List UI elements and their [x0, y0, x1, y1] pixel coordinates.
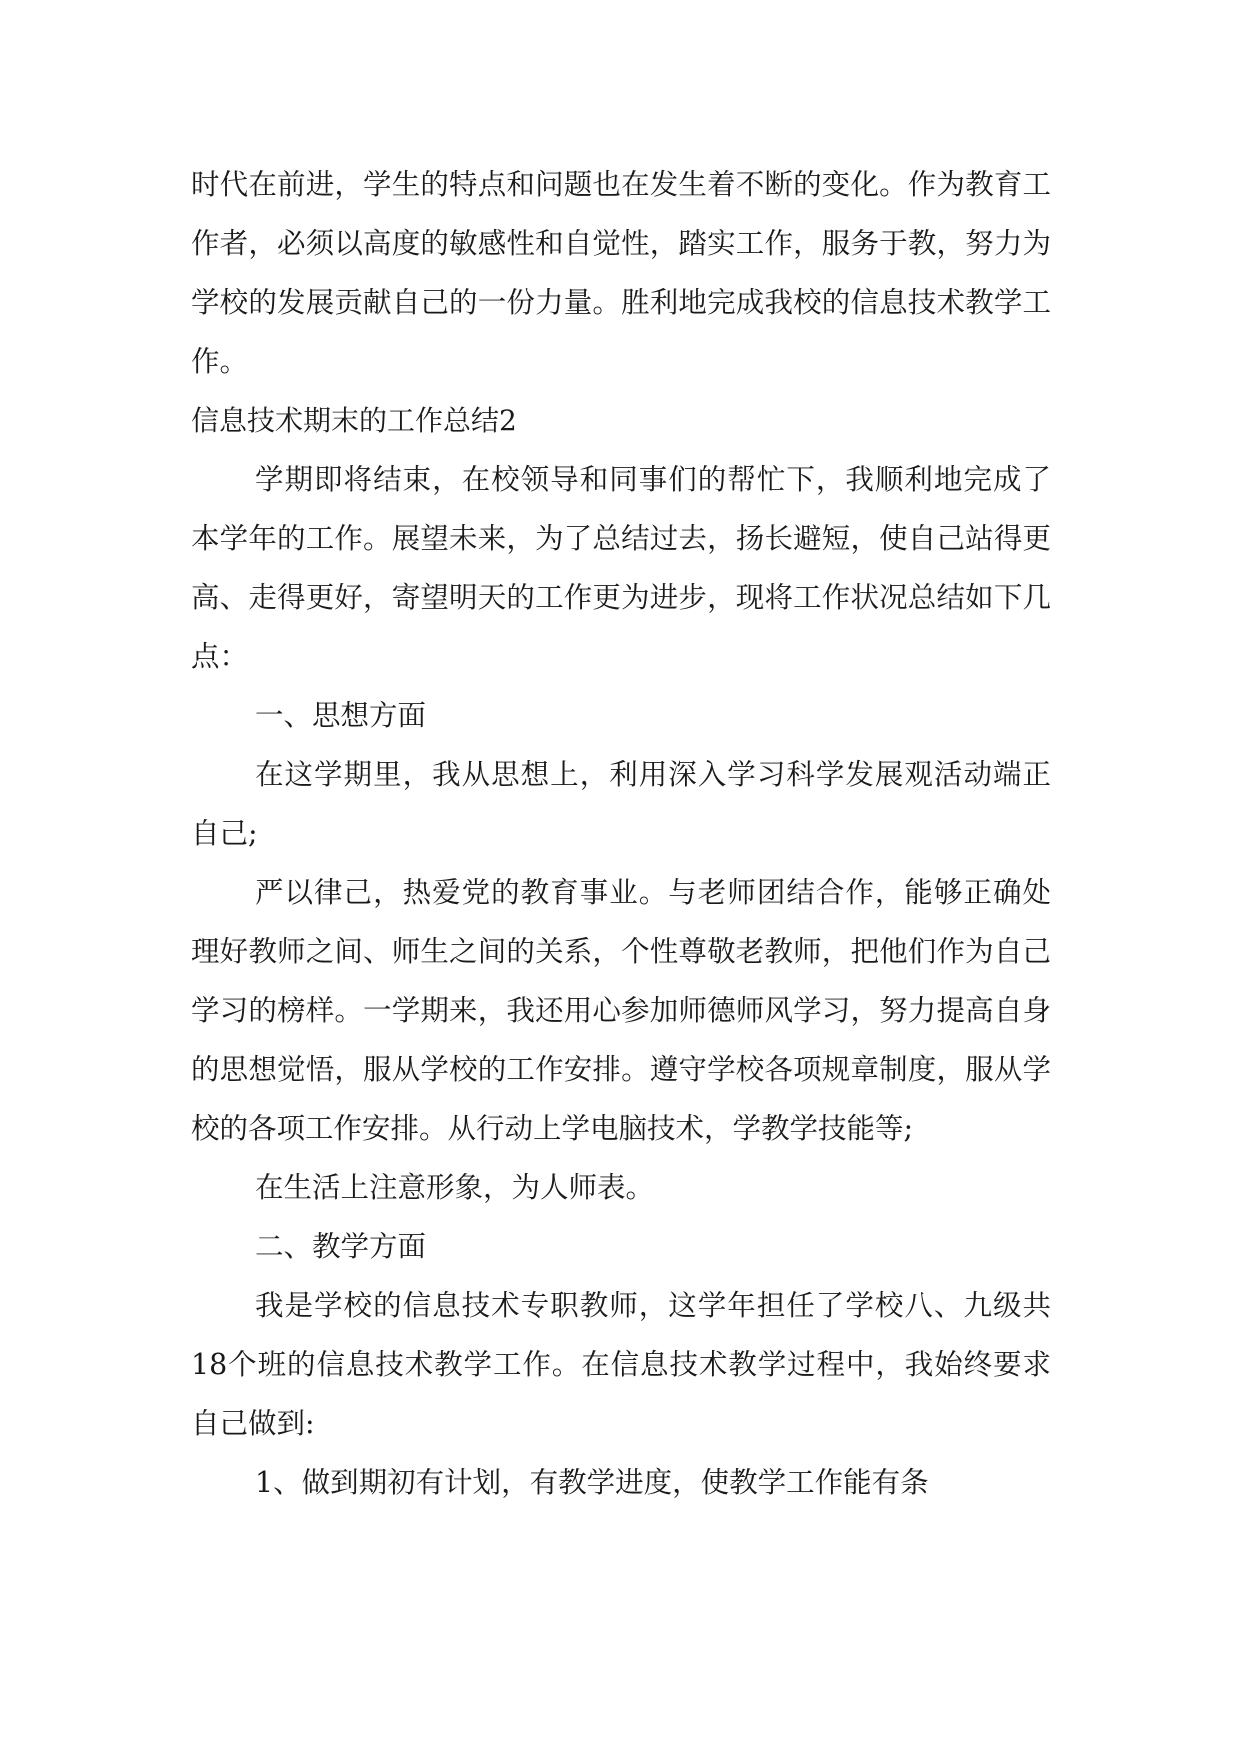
heading-teaching-aspect: 二、教学方面 [255, 1230, 427, 1263]
heading-thought-aspect: 一、思想方面 [255, 699, 427, 732]
paragraph-thought-2: 严以律己，热爱党的教育事业。与老师团结合作，能够正确处理好教师之间、师生之间的关系，个性尊敬老教师，把他们作为自己学习的榜样。一学期来，我还用心参加师德师风学习，努力提高自身的思想觉悟，服从学校的工作安排。遵守学校各项规章制度，服从学校的各项工作安排。从行动上学电脑技术，学教学技能等; [191, 876, 1051, 1145]
paragraph-teaching-item-1: 1、做到期初有计划，有教学进度，使教学工作能有条 [255, 1466, 929, 1499]
paragraph-teaching-1: 我是学校的信息技术专职教师，这学年担任了学校八、九级共18个班的信息技术教学工作。在信息技术教学过程中，我始终要求自己做到: [191, 1289, 1051, 1440]
paragraph-intro-continuation: 时代在前进，学生的特点和问题也在发生着不断的变化。作为教育工作者，必须以高度的敏感性和自觉性，踏实工作，服务于教，努力为学校的发展贡献自己的一份力量。胜利地完成我校的信息技术教学工作。 [191, 168, 1051, 378]
paragraph-thought-3: 在生活上注意形象，为人师表。 [255, 1171, 655, 1204]
paragraph-opening: 学期即将结束，在校领导和同事们的帮忙下，我顺利地完成了本学年的工作。展望未来，为了总结过去，扬长避短，使自己站得更高、走得更好，寄望明天的工作更为进步，现将工作状况总结如下几点： [191, 463, 1051, 673]
section-title: 信息技术期末的工作总结2 [191, 404, 517, 437]
document-page [191, 155, 1051, 1512]
paragraph-thought-1: 在这学期里，我从思想上，利用深入学习科学发展观活动端正自己; [191, 758, 1051, 850]
